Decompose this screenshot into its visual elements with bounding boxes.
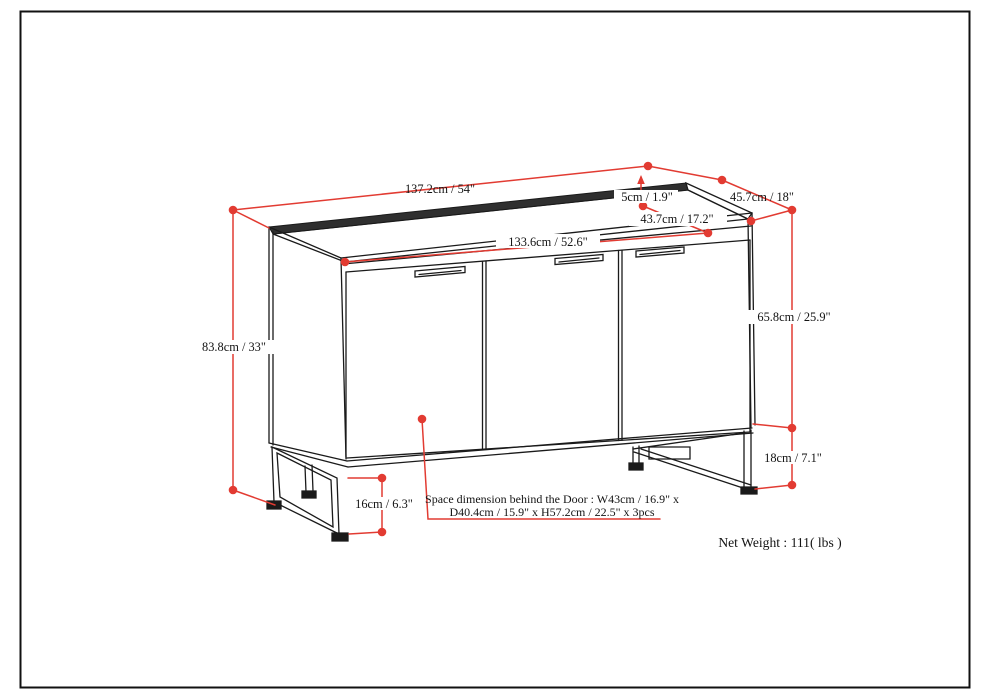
ext-line-top-back-corner bbox=[648, 166, 722, 180]
door-handles bbox=[415, 247, 684, 277]
left-sled-front-foot bbox=[332, 533, 348, 541]
dim-label-rim-height: 5cm / 1.9" bbox=[621, 190, 673, 204]
dim-label-body-height: 65.8cm / 25.9" bbox=[757, 310, 831, 324]
dim-label-base-clearance: 16cm / 6.3" bbox=[355, 497, 413, 511]
rim-height-arrowhead-icon bbox=[637, 175, 645, 184]
ext-line-box-bottom-right bbox=[753, 424, 792, 428]
right-sled-bottom-rail-b bbox=[641, 449, 751, 485]
base-left-sled bbox=[267, 447, 348, 541]
ext-line-front-right-corner bbox=[751, 210, 792, 221]
dim-label-top-depth: 45.7cm / 18" bbox=[730, 190, 794, 204]
left-sled-inner-loop bbox=[277, 453, 333, 527]
space-note-line1: Space dimension behind the Door : W43cm / 16.9" x bbox=[425, 492, 679, 506]
base-right-sled bbox=[629, 430, 757, 494]
dim-label-base-height: 18cm / 7.1" bbox=[764, 451, 822, 465]
left-sled-far-leg-a bbox=[305, 466, 306, 492]
bottom-panel-left-edge bbox=[271, 447, 348, 467]
right-sled-back-foot bbox=[629, 463, 643, 470]
ext-line-topleft-corner bbox=[233, 210, 269, 228]
bottom-panel-lower-edge bbox=[348, 433, 753, 467]
space-note-line2: D40.4cm / 15.9" x H57.2cm / 22.5" x 3pcs bbox=[449, 505, 655, 519]
bottom-panel-top-edge bbox=[347, 428, 752, 461]
dim-label-overall-height: 83.8cm / 33" bbox=[202, 340, 266, 354]
dim-label-tray-inner-depth: 43.7cm / 17.2" bbox=[640, 212, 714, 226]
net-weight-label: Net Weight : 111( lbs ) bbox=[718, 535, 842, 550]
ext-line-right-foot bbox=[755, 485, 792, 489]
page-border bbox=[21, 12, 970, 688]
door1-handle-icon bbox=[415, 267, 465, 278]
ext-line-clearance-bottom bbox=[349, 532, 382, 534]
dim-label-tray-inner-width: 133.6cm / 52.6" bbox=[508, 235, 588, 249]
dim-label-top-width: 137.2cm / 54" bbox=[404, 182, 476, 196]
right-sled-front-foot bbox=[741, 487, 757, 494]
left-sled-far-foot bbox=[302, 491, 316, 498]
front-left-corner-edge bbox=[341, 258, 346, 459]
left-panel-bottom-edge bbox=[269, 443, 347, 461]
left-sled-far-leg-b bbox=[312, 465, 313, 491]
ext-line-left-foot bbox=[233, 490, 275, 505]
